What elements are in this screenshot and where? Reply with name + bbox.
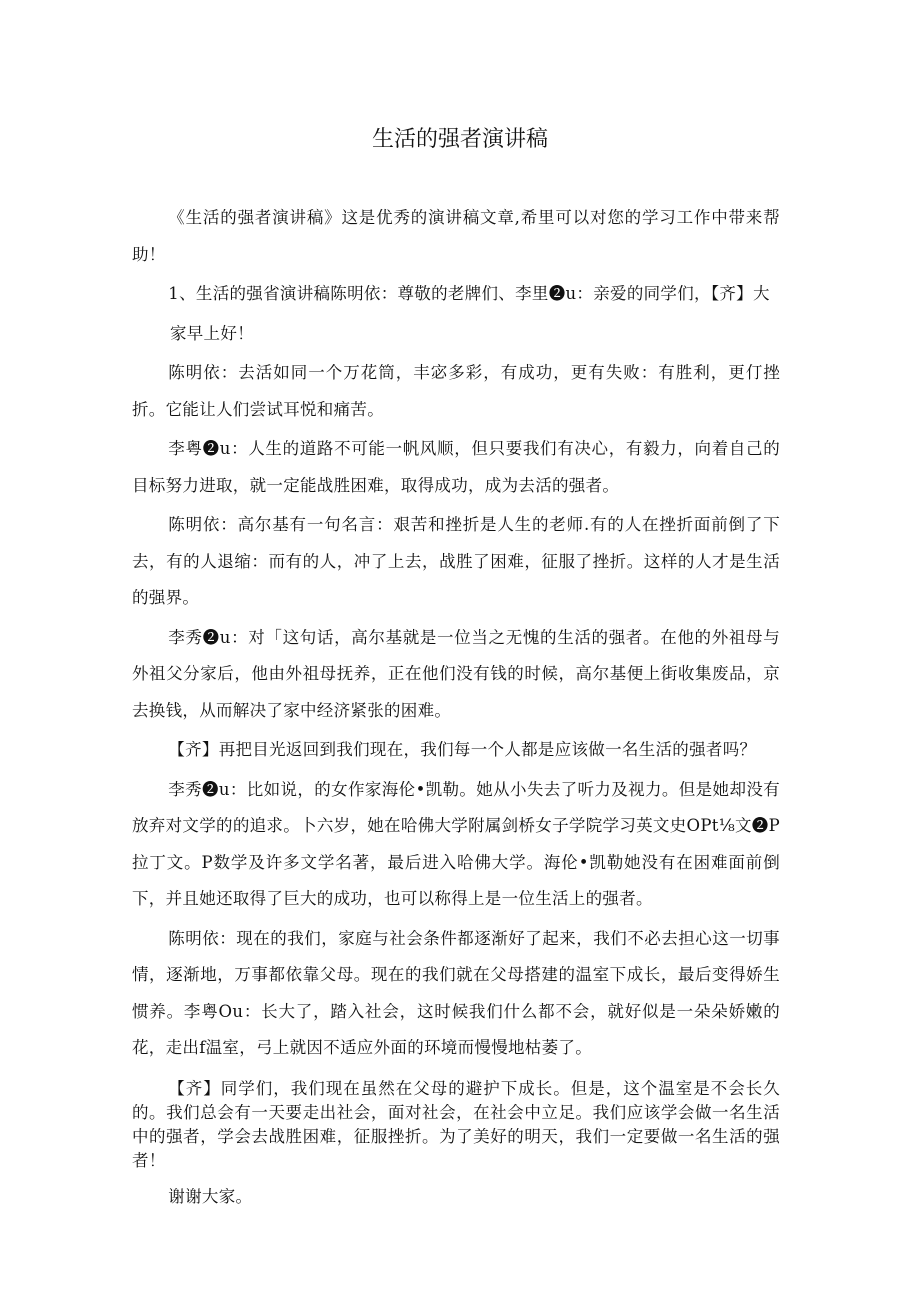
speech-paragraph: 陈明依：去活如同一个万花筒，丰宓多彩，有成功，更有失败：有胜利，更仃挫折。它能让人们尝试耳悦和痛苦。 — [132, 363, 780, 419]
speech-opening-line: 1、生活的强省演讲稿陈明依：尊敬的老牌们、李里❷u：亲爱的同学们，【齐】大 — [168, 284, 770, 303]
speech-paragraph: 李秀❷u：比如说，的女作家海伦•凯勒。她从小失去了听力及视力。但是她却没有放弃对文学的的追求。卜六岁，她在哈佛大学附属剑桥女子学院学习英文史OPt⅛文❷P拉丁文。P数学及许多文学名著，最后进入哈佛大学。海伦•凯勒她没有在困难面前倒下，并且她还取得了巨大的成功，也可以称得上是一位生活上的强者。 — [132, 779, 780, 908]
document-title: 生活的强者演讲稿 — [371, 127, 548, 152]
speech-paragraph: 陈明依：现在的我们，家庭与社会条件都逐渐好了起来，我们不必去担心这一切事情，逐渐地，万事都依靠父母。现在的我们就在父母搭建的温室下成长，最后变得娇生惯养。李粤Ou：长大了，踏入社会，这时候我们什么都不会，就好似是一朵朵娇嫩的花，走出f温室，弓上就因不适应外面的环境而慢慢地枯萎了。 — [132, 928, 780, 1057]
closing-line: 谢谢大家。 — [168, 1186, 253, 1206]
intro-paragraph: 《生活的强者演讲稿》这是优秀的演讲稿文章,希里可以对您的学习工作中带来帮助！ — [132, 208, 780, 264]
speech-paragraph: 【齐】同学们，我们现在虽然在父母的避护下成长。但是，这个温室是不会长久的。我们总会有一天要走出社会，面对社会，在社会中立足。我们应该学会做一名生活中的强者，学会去战胜困难，征服挫折。为了美好的明天，我们一定要做一名生活的强者！ — [132, 1078, 780, 1170]
speech-paragraph: 【齐】再把目光返回到我们现在，我们每一个人都是应该做一名生活的强者吗？ — [168, 740, 757, 759]
speech-paragraph: 李粤❷u：人生的道路不可能一帆风顺，但只要我们有决心，有毅力，向着自己的目标努力进取，就一定能战胜困难，取得成功，成为去活的强者。 — [132, 439, 780, 495]
speech-opening-continuation: 家早上好！ — [169, 323, 254, 343]
speech-paragraph: 陈明依：高尔基有一句名言：艰苦和挫折是人生的老师.有的人在挫折面前倒了下去，有的人退缩：而有的人，冲了上去，战胜了困难，征服了挫折。这样的人才是生活的强界。 — [132, 515, 780, 607]
document-body — [132, 200, 780, 1218]
speech-paragraph: 李秀❷u：对「这句话，高尔基就是一位当之无愧的生活的强者。在他的外祖母与外祖父分家后，他由外祖母抚养，正在他们没有钱的时候，高尔基便上街收集废品，京去换钱，从而解决了家中经济紧张的困难。 — [132, 627, 780, 720]
